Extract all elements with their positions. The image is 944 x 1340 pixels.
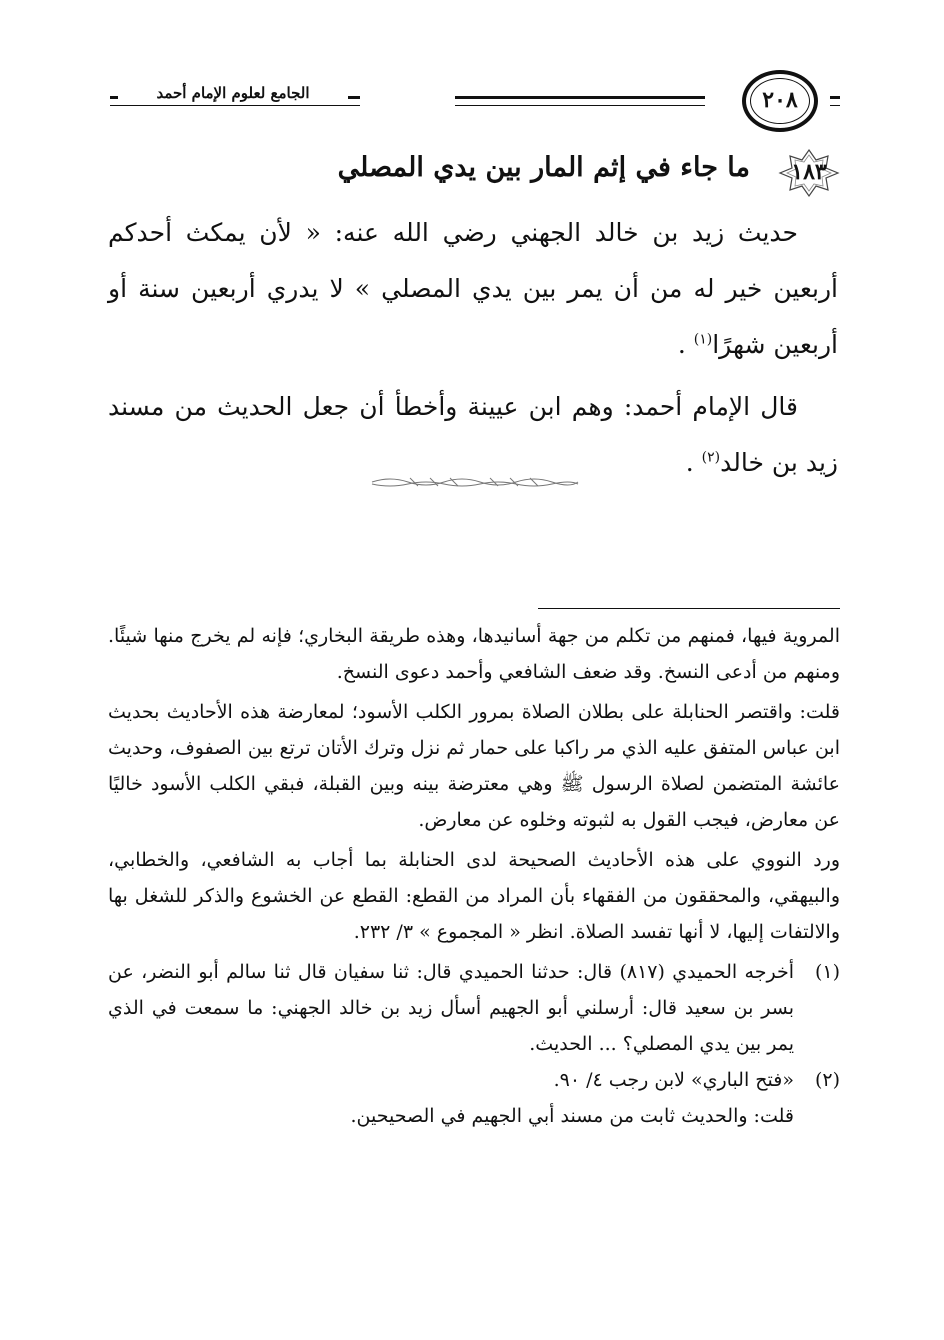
chapter-title: ما جاء في إثم المار بين يدي المصلي xyxy=(337,152,750,183)
header-rule-right xyxy=(455,96,705,106)
book-title: الجامع لعلوم الإمام أحمد xyxy=(118,84,348,102)
footnote-2-note: قلت: والحديث ثابت من مسند أبي الجهيم في الصحيحين. xyxy=(350,1105,794,1127)
period-1: . xyxy=(677,330,686,359)
footnote-1-text: أخرجه الحميدي (٨١٧) قال: حدثنا الحميدي قال: ثنا سفيان قال ثنا سالم أبو النضر، عن بسر بن سعيد قال: أرسلني أبو الجهيم أسأل زيد بن خالد الجهني: ما سمعت في الذي يمر بين يدي المصلي؟ ... الحديث. xyxy=(108,961,794,1055)
header-rule-end xyxy=(830,96,840,106)
chapter-heading xyxy=(180,148,860,198)
chapter-number-badge xyxy=(778,148,840,198)
footnote-2-text: «فتح الباري» لابن رجب ٤/ ٩٠. xyxy=(553,1069,794,1091)
paragraph-hadith xyxy=(108,205,838,373)
chapter-number: ١٨٣ xyxy=(791,159,827,185)
footnote-ref-1: (١) xyxy=(693,331,713,348)
footnote-2 xyxy=(108,1062,840,1098)
footnote-1-number: (١) xyxy=(814,961,840,983)
page-number: ٢٠٨ xyxy=(762,87,798,113)
ahmad-text: قال الإمام أحمد: وهم ابن عيينة وأخطأ أن جعل الحديث من مسند زيد بن خالد xyxy=(108,392,838,477)
footnote-2-number: (٢) xyxy=(814,1069,840,1091)
period-2: . xyxy=(685,448,694,477)
hadith-text: حديث زيد بن خالد الجهني رضي الله عنه: « لأن يمكث أحدكم أربعين خير له من أن يمر بين يدي المصلي » لا يدري أربعين سنة أو أربعين شهرًا xyxy=(108,218,838,359)
footnote-1 xyxy=(108,954,840,1062)
footnote-separator xyxy=(538,608,840,609)
footnote-ref-2: (٢) xyxy=(701,449,721,466)
footnote-continued-1: المروية فيها، فمنهم من تكلم من جهة أسانيدها، وهذه طريقة البخاري؛ فإنه لم يخرج منها شيئًا. ومنهم من أدعى النسخ. وقد ضعف الشافعي وأحمد دعوى النسخ. xyxy=(108,625,840,683)
footnote-continued-3: ورد النووي على هذه الأحاديث الصحيحة لدى الحنابلة بما أجاب به الشافعي، والخطابي، والبيهقي، والمحققون من الفقهاء بأن المراد من القطع: القطع عن الخشوع والذكر للشغل بها والالتفات إليها، لا أنها تفسد الصلاة. انظر « المجموع » ٣/ ٢٣٢. xyxy=(108,849,840,943)
footnote-continued-2: قلت: واقتصر الحنابلة على بطلان الصلاة بمرور الكلب الأسود؛ لمعارضة هذه الأحاديث بحديث ابن عباس المتفق عليه الذي مر راكبا على حمار ثم نزل وترك الأتان ترتع بين الصفوف، وحديث عائشة المتضمن لصلاة الرسول ﷺ وهي معترضة بينه وبين القبلة، فبقي الكلب الأسود خاليًا عن معارض، فيجب القول به لثبوته وخلوه عن معارض. xyxy=(108,701,840,831)
main-text xyxy=(108,205,838,497)
footnotes xyxy=(108,618,840,1138)
divider-ornament-icon xyxy=(370,474,580,490)
running-header xyxy=(110,62,840,142)
